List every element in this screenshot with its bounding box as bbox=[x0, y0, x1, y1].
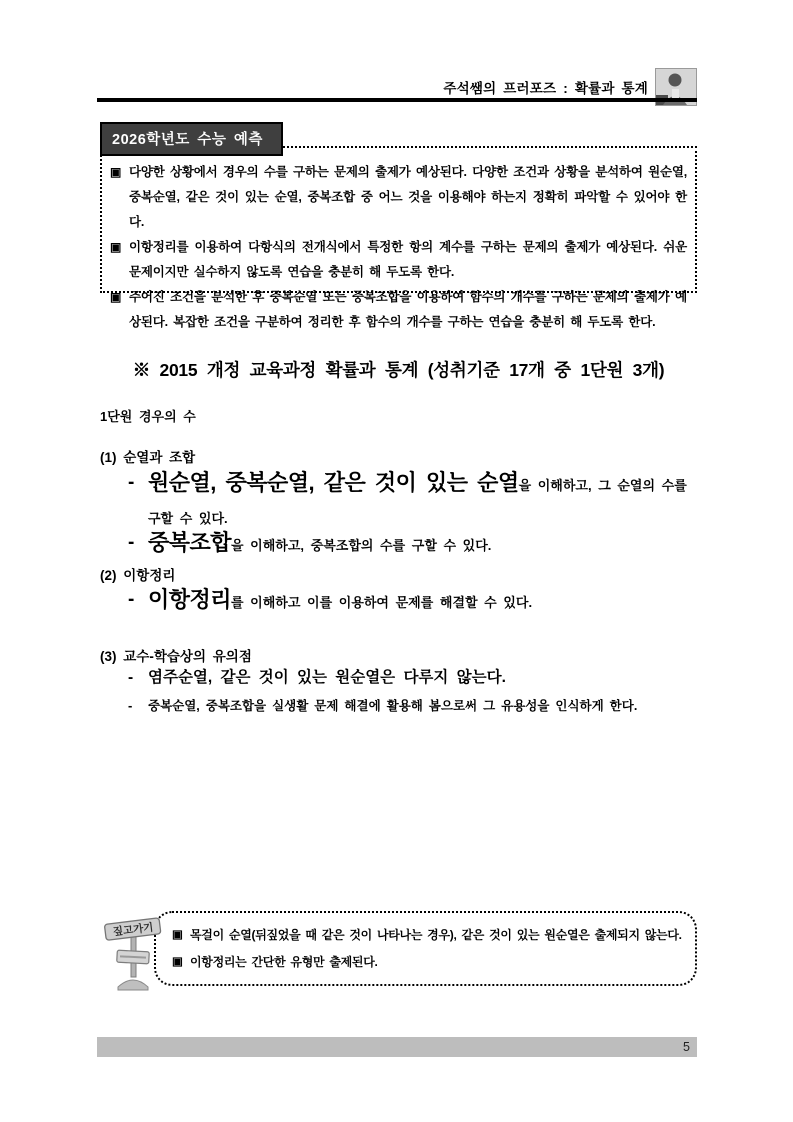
section-label-1: (1) 순열과 조합 bbox=[100, 450, 196, 465]
callout-bullet bbox=[172, 922, 689, 949]
prediction-bullet bbox=[110, 285, 687, 335]
curriculum-item-text bbox=[148, 583, 697, 619]
dash-marker: - bbox=[128, 532, 135, 553]
dash-marker: - bbox=[128, 472, 135, 493]
callout-bullet-text: 이항정리는 간단한 유형만 출제된다. bbox=[190, 955, 378, 969]
prediction-bullet bbox=[110, 235, 687, 285]
square-bullet-icon: ▣ bbox=[110, 290, 122, 304]
header-rule bbox=[97, 98, 697, 102]
prediction-bullet bbox=[110, 160, 687, 235]
callout-bullet bbox=[172, 949, 689, 976]
dash-marker: - bbox=[128, 669, 134, 686]
curriculum-item-text: 염주순열, 같은 것이 있는 원순열은 다루지 않는다. bbox=[148, 669, 506, 686]
prediction-bullet-text: 다양한 상황에서 경우의 수를 구하는 문제의 출제가 예상된다. 다양한 조건과 상황을 분석하여 원순열, 중복순열, 같은 것이 있는 순열, 중복조합 중 어느 것을 이용해야 하는지 정확히 파악할 수 있어야 한다. bbox=[129, 165, 687, 229]
dash-marker: - bbox=[128, 698, 133, 713]
square-bullet-icon: ▣ bbox=[110, 165, 122, 179]
prediction-bullet-text: 이항정리를 이용하여 다항식의 전개식에서 특정한 항의 계수를 구하는 문제의 출제가 예상된다. 쉬운 문제이지만 실수하지 않도록 연습을 충분히 해 두도록 한다. bbox=[129, 240, 687, 279]
curriculum-item-text bbox=[148, 466, 697, 535]
square-bullet-icon: ▣ bbox=[172, 956, 183, 968]
unit-title: 1단원 경우의 수 bbox=[100, 409, 196, 424]
callout-box bbox=[154, 911, 697, 986]
item-keyword: 이항정리 bbox=[148, 587, 232, 612]
item-keyword: 원순열, 중복순열, 같은 것이 있는 순열 bbox=[148, 470, 519, 495]
item-rest: 를 이해하고 이를 이용하여 문제를 해결할 수 있다. bbox=[231, 595, 533, 610]
prediction-bullet-text: 주어진 조건을 분석한 후 중복순열 또는 중복조합을 이용하여 함수의 개수를 구하는 문제의 출제가 예상된다. 복잡한 조건을 구분하여 정리한 후 함수의 개수를 구하는 연습을 충분히 해 두도록 한다. bbox=[129, 290, 687, 329]
square-bullet-icon: ▣ bbox=[110, 240, 122, 254]
item-rest: 을 이해하고, 중복조합의 수를 구할 수 있다. bbox=[231, 538, 492, 553]
item-keyword: 중복조합 bbox=[148, 530, 232, 555]
curriculum-item bbox=[100, 466, 697, 535]
header-title: 주석쌤의 프러포즈 : 확률과 통계 bbox=[443, 81, 648, 96]
footer-bar bbox=[97, 1037, 697, 1057]
callout-bullet-text: 목걸이 순열(뒤짚었을 때 같은 것이 나타나는 경우), 같은 것이 있는 원순열은 출제되지 않는다. bbox=[190, 928, 682, 942]
curriculum-item bbox=[100, 694, 697, 718]
item-rest: 을 이해하고, 그 순열의 수를 구할 수 있다. bbox=[148, 478, 687, 526]
page-number: 5 bbox=[683, 1040, 690, 1054]
prediction-label: 2026학년도 수능 예측 bbox=[100, 122, 283, 156]
square-bullet-icon: ▣ bbox=[172, 929, 183, 941]
dash-marker: - bbox=[128, 589, 135, 610]
signpost-badge-text: 짚고가기 bbox=[112, 921, 155, 939]
prediction-box bbox=[100, 146, 697, 329]
curriculum-item bbox=[100, 526, 697, 562]
signpost-graphic bbox=[100, 913, 166, 991]
curriculum-item-text bbox=[148, 526, 697, 562]
curriculum-item bbox=[100, 665, 697, 691]
curriculum-item bbox=[100, 583, 697, 619]
signpost-icon bbox=[100, 913, 166, 991]
curriculum-item-text: 중복순열, 중복조합을 실생활 문제 해결에 활용해 봄으로써 그 유용성을 인식하게 한다. bbox=[148, 699, 638, 713]
section-label-2: (2) 이항정리 bbox=[100, 568, 176, 583]
curriculum-heading: ※ 2015 개정 교육과정 확률과 통계 (성취기준 17개 중 1단원 3개) bbox=[132, 360, 665, 380]
section-label-3: (3) 교수-학습상의 유의점 bbox=[100, 649, 252, 664]
